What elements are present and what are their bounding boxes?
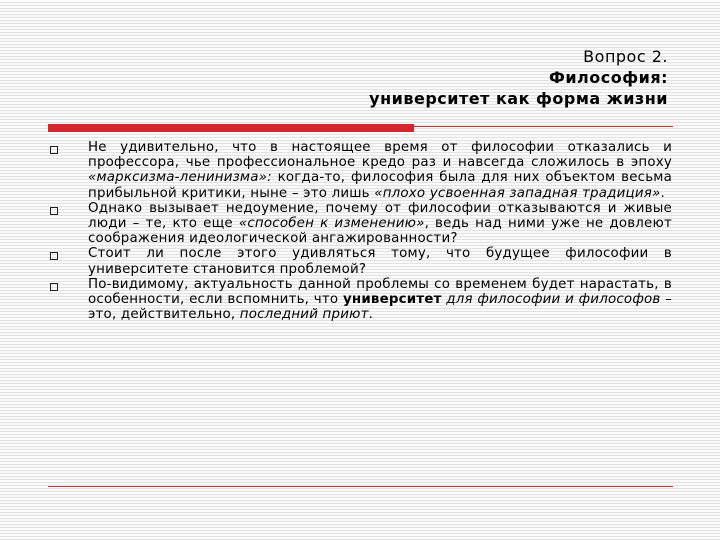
footer-divider <box>48 486 673 487</box>
title-subtopic: университет как форма жизни <box>369 89 668 108</box>
bullet-list <box>50 140 672 322</box>
slide-title <box>369 46 668 109</box>
list-item: По-видимому, актуальность данной проблемы со временем будет нарастать, в особенности, если вспомнить, что университет для философии и философов – это, действительно, последний приют. <box>50 277 672 323</box>
title-topic: Философия: <box>548 68 668 87</box>
list-item: Однако вызывает недоумение, почему от философии отказываются и живые люди – те, кто еще «способен к изменению», ведь над ними уже не довлеют соображения идеологической ангажированности? <box>50 201 672 247</box>
square-bullet-icon <box>50 283 58 291</box>
square-bullet-icon <box>50 252 58 260</box>
square-bullet-icon <box>50 146 58 154</box>
title-divider <box>48 124 673 132</box>
title-question-number: Вопрос 2. <box>583 47 668 66</box>
title-divider-accent <box>48 124 414 132</box>
title-divider-line <box>414 126 673 127</box>
list-item: Стоит ли после этого удивляться тому, что будущее философии в университете становится проблемой? <box>50 246 672 276</box>
square-bullet-icon <box>50 207 58 215</box>
list-item: Не удивительно, что в настоящее время от философии отказались и профессора, чье профессиональное кредо раз и навсегда сложилось в эпоху «марксизма-ленинизма»: когда-то, философия была для них объектом весьма прибыльной критики, ныне – это лишь «плохо усвоенная западная традиция». <box>50 140 672 201</box>
